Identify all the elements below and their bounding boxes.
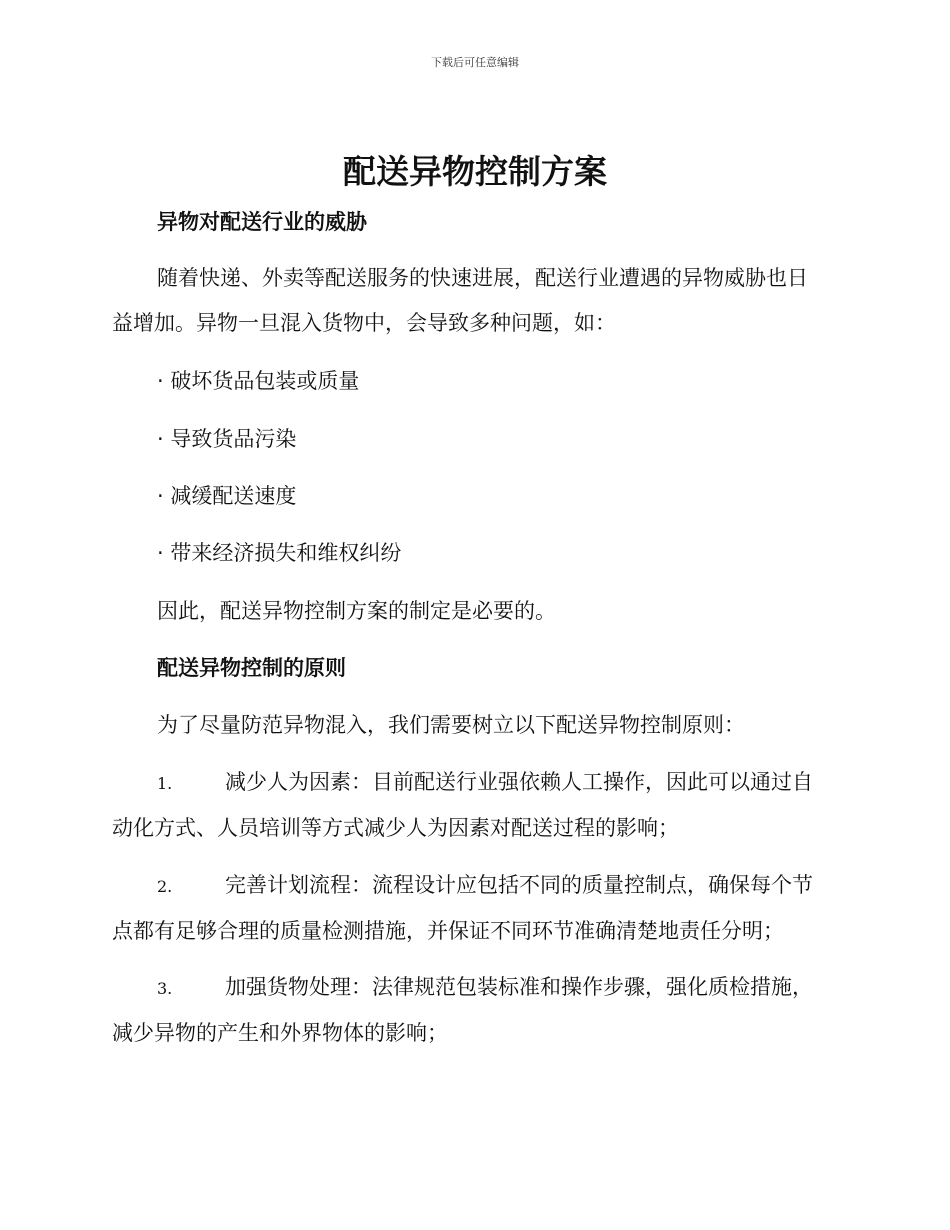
principle-item-1 [112,760,838,851]
document-title: 配送异物控制方案 [343,152,607,191]
bullet-item: · 带来经济损失和维权纠纷 [157,541,402,565]
principle-item-2 [112,863,838,954]
principle-line-2: 点都有足够合理的质量检测措施，并保证不同环节准确清楚地责任分明； [112,919,784,943]
threat-intro-line-1: 随着快递、外卖等配送服务的快速进展，配送行业遭遇的异物威胁也日 [157,266,808,290]
section-heading-threat: 异物对配送行业的威胁 [157,210,367,234]
principle-number: 3. [157,979,173,998]
principle-line-2: 减少异物的产生和外界物体的影响； [112,1021,448,1045]
principle-line-1: 加强货物处理：法律规范包装标准和操作步骤，强化质检措施， [225,975,813,999]
threat-intro-line-2: 益增加。异物一旦混入货物中，会导致多种问题，如： [112,311,616,335]
principle-line-2: 动化方式、人员培训等方式减少人为因素对配送过程的影响； [112,816,679,840]
bullet-item: · 破坏货品包装或质量 [157,369,360,393]
threat-intro-paragraph [112,256,838,346]
threat-conclusion: 因此，配送异物控制方案的制定是必要的。 [157,599,556,623]
bullet-item: · 减缓配送速度 [157,484,297,508]
principles-intro: 为了尽量防范异物混入，我们需要树立以下配送异物控制原则： [157,713,745,737]
principle-line-1: 完善计划流程：流程设计应包括不同的质量控制点，确保每个节 [225,873,813,897]
header-note: 下载后可任意编辑 [431,56,519,69]
principle-number: 1. [157,774,173,793]
section-heading-principles: 配送异物控制的原则 [157,656,346,680]
principle-number: 2. [157,877,173,896]
principle-line-1: 减少人为因素：目前配送行业强依赖人工操作，因此可以通过自 [225,770,813,794]
bullet-item: · 导致货品污染 [157,427,297,451]
principle-item-3 [112,965,838,1056]
